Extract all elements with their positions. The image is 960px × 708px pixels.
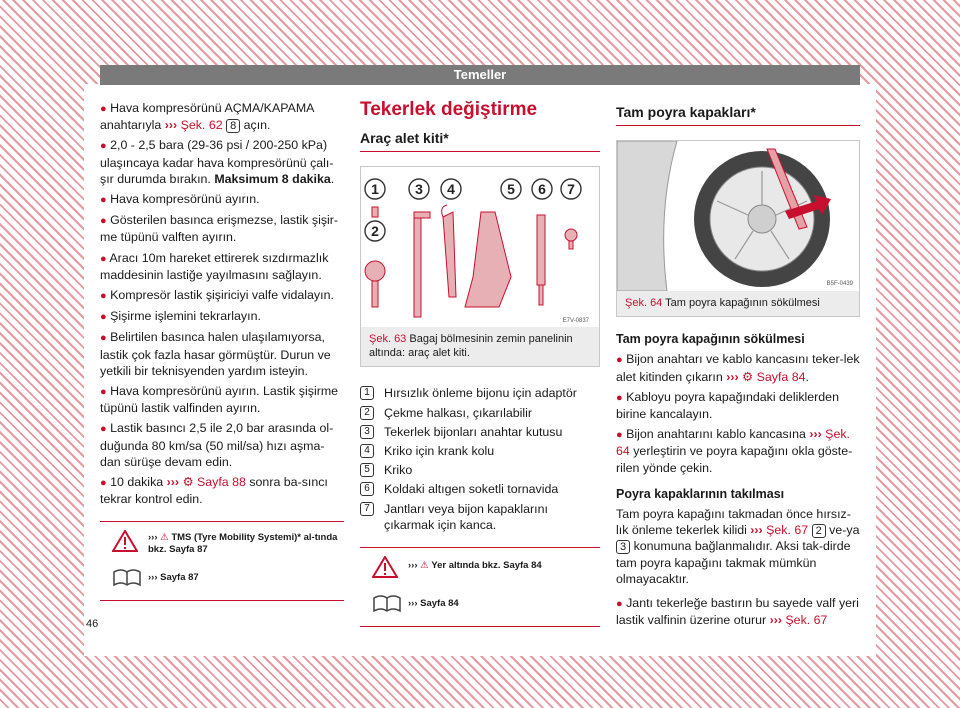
figure-label-7: 7 xyxy=(567,181,575,198)
figure-label-4: 4 xyxy=(447,181,455,198)
bullet-list xyxy=(100,100,344,507)
bullet: ● Bijon anahtarını kablo kancasına ››› Şek. 64 yerleştirin ve poyra kapağını okla göste-rilen yönde çekin. xyxy=(616,427,853,475)
bullet-dot-icon: ● xyxy=(616,391,623,404)
list-item: 4 Kriko için krank kolu xyxy=(360,443,600,459)
list-item: 1 Hırsızlık önleme bijonu için adaptör xyxy=(360,385,600,401)
section-title: Tam poyra kapakları* xyxy=(616,104,860,126)
list-item: 7 Jantları veya bijon kapaklarını çıkarmak için kanca. xyxy=(360,501,600,533)
list-item: 3 Tekerlek bijonları anahtar kutusu xyxy=(360,424,600,440)
bullet-dot-icon: ● xyxy=(100,477,107,490)
page-number: 46 xyxy=(86,618,99,630)
column-3 xyxy=(616,100,860,632)
bullet-dot-icon: ● xyxy=(100,140,107,153)
column-2 xyxy=(360,100,600,627)
bullet: ● Hava kompresörünü ayırın. xyxy=(100,192,260,207)
book-icon xyxy=(112,566,142,588)
bullet-dot-icon: ● xyxy=(100,423,107,436)
figure-caption: Şek. 64 Tam poyra kapağının sökülmesi xyxy=(617,291,859,316)
column-1 xyxy=(100,100,344,601)
bullet-dot-icon: ● xyxy=(100,311,107,324)
subsection-title: Tam poyra kapağının sökülmesi xyxy=(616,332,805,347)
hubcap-illustration xyxy=(617,141,859,291)
figure-label-3: 3 xyxy=(415,181,423,198)
tool-icon: ⚙ xyxy=(182,475,194,490)
bullet: ● Gösterilen basınca erişmezse, lastik şişir-me tüpünü valften ayırın. xyxy=(100,213,339,245)
paragraph: Tam poyra kapağını takmadan önce hırsız-lık önleme tekerlek kilidi ››› Şek. 67 2 ve-ya 3 konumuna bağlanmalıdır. Aksi tak-dirde tam poyra kapağını takmak mümkün olmayacaktır. xyxy=(616,507,860,586)
warning-box xyxy=(360,547,600,627)
tool-kit-drawing xyxy=(361,167,599,327)
warning-triangle-icon xyxy=(112,530,138,552)
bullet: ● Şişirme işlemini tekrarlayın. xyxy=(100,309,261,324)
bullet-dot-icon: ● xyxy=(100,252,107,265)
list-item: 6 Koldaki altıgen soketli tornavida xyxy=(360,481,600,497)
bullet-dot-icon: ● xyxy=(100,194,107,207)
tool-icon: ⚙ xyxy=(742,369,754,384)
subsection-title: Poyra kapaklarının takılması xyxy=(616,486,785,501)
figure-label-5: 5 xyxy=(507,181,515,198)
bullet-dot-icon: ● xyxy=(616,429,623,442)
warning-triangle-icon xyxy=(372,556,398,578)
bullet: ● 2,0 - 2,5 bara (29-36 psi / 200-250 kPa) ulaşıncaya kadar hava kompresörünü çalı-şır durumda bırakın. Maksimum 8 dakika. xyxy=(100,138,335,186)
figure-hubcap xyxy=(616,140,860,317)
bullet: ● Belirtilen basınca halen ulaşılamıyorsa, lastik çok fazla hasar görmüştür. Durun ve yetkili bir teknisyenden yardım isteyin. xyxy=(100,330,331,378)
book-reference: ››› Sayfa 84 xyxy=(408,598,459,610)
tool-kit-illustration xyxy=(361,167,599,327)
list-item: 2 Çekme halkası, çıkarılabilir xyxy=(360,405,600,421)
section-title: Tekerlek değiştirme xyxy=(360,99,538,120)
bullet: ● Aracı 10m hareket ettirerek sızdırmazlık maddesinin lastiğe yayılmasını sağlayın. xyxy=(100,250,329,282)
figure-code: B5F-0439 xyxy=(826,281,853,288)
bullet-dot-icon: ● xyxy=(100,215,107,228)
bullet: ● Jantı tekerleğe bastırın bu sayede valf yeri lastik valfinin üzerine oturur ››› Şek. 67 xyxy=(616,596,859,628)
small-warning-icon: ⚠ xyxy=(420,560,429,572)
figure-label-1: 1 xyxy=(371,181,379,198)
hubcap-drawing xyxy=(617,141,859,291)
bullet-dot-icon: ● xyxy=(616,598,623,611)
bullet-dot-icon: ● xyxy=(100,332,107,345)
subsection-title: Araç alet kiti* xyxy=(360,130,600,152)
bullet: ● Lastik basıncı 2,5 ile 2,0 bar arasında ol-duğunda 80 km/sa (50 mil/sa) hızı aşma-dan sürüşe devam edin. xyxy=(100,421,334,469)
bullet: ● Bijon anahtarı ve kablo kancasını teker-lek alet kitinden çıkarın ››› ⚙ Sayfa 84. xyxy=(616,352,860,384)
bullet: ● Hava kompresörünü AÇMA/KAPAMA anahtarıyla ››› Şek. 62 8 açın. xyxy=(100,101,314,133)
figure-label-2: 2 xyxy=(371,223,379,240)
bullet-dot-icon: ● xyxy=(100,290,107,303)
tool-list xyxy=(360,385,600,533)
bullet: ● 10 dakika ››› ⚙ Sayfa 88 sonra ba-sıncı tekrar kontrol edin. xyxy=(100,475,328,507)
book-reference: ››› Sayfa 87 xyxy=(148,572,199,584)
bullet-list xyxy=(616,351,860,475)
bullet-dot-icon: ● xyxy=(100,103,107,115)
book-icon xyxy=(372,592,402,614)
page-header: Temeller xyxy=(100,65,860,85)
bullet: ● Kompresör lastik şişiriciyi valfe vidalayın. xyxy=(100,288,334,303)
small-warning-icon: ⚠ xyxy=(160,532,169,544)
warning-text: ››› ⚠ Yer altında bkz. Sayfa 84 xyxy=(408,560,542,572)
bullet: ● Hava kompresörünü ayırın. Lastik şişirme tüpünü lastik valfinden ayırın. xyxy=(100,384,339,416)
bullet-dot-icon: ● xyxy=(100,386,107,399)
list-item: 5 Kriko xyxy=(360,462,600,478)
bullet-dot-icon: ● xyxy=(616,354,623,367)
figure-code: E7V-0837 xyxy=(562,318,589,325)
warning-box xyxy=(100,521,344,601)
figure-caption: Şek. 63 Bagaj bölmesinin zemin panelinin altında: araç alet kiti. xyxy=(361,327,599,366)
figure-label-6: 6 xyxy=(538,181,546,198)
figure-tool-kit xyxy=(360,166,600,367)
warning-text: ››› ⚠ TMS (Tyre Mobility Systemi)* al-tında bkz. Sayfa 87 xyxy=(148,532,338,556)
bullet: ● Kabloyu poyra kapağındaki deliklerden birine kancalayın. xyxy=(616,389,839,422)
